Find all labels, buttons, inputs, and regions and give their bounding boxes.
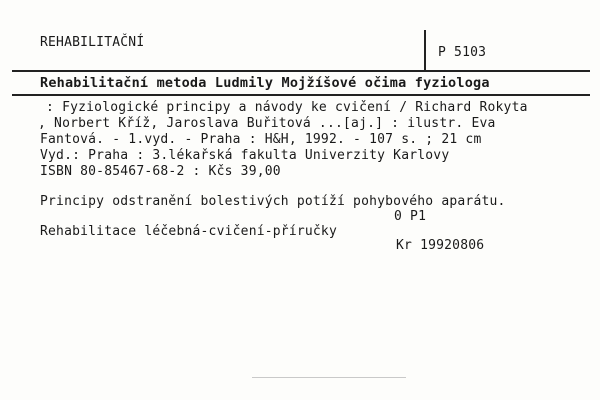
title-rule xyxy=(12,94,590,96)
body-line-1: : Fyziologické principy a návody ke cvičení / Richard Rokyta xyxy=(38,100,528,115)
title: Rehabilitační metoda Ludmily Mojžíšové očima fyziologa xyxy=(40,75,490,91)
card-heading: REHABILITAČNÍ xyxy=(40,35,145,50)
body-line-2: , Norbert Kříž, Jaroslava Buřitová ...[aj.] : ilustr. Eva xyxy=(38,116,496,131)
call-number: P 5103 xyxy=(438,45,487,60)
vertical-divider xyxy=(424,30,426,70)
bottom-faint-rule xyxy=(252,377,406,378)
subject-1: Principy odstranění bolestivých potíží pohybového aparátu. xyxy=(40,194,506,209)
subject-2: Rehabilitace léčebná-cvičení-příručky xyxy=(40,224,337,239)
top-rule xyxy=(12,70,590,72)
body-line-5: ISBN 80-85467-68-2 : Kčs 39,00 xyxy=(40,164,281,179)
accession-number: Kr 19920806 xyxy=(396,238,485,253)
body-line-3: Fantová. - 1.vyd. - Praha : H&H, 1992. - 107 s. ; 21 cm xyxy=(40,132,482,147)
body-line-4: Vyd.: Praha : 3.lékařská fakulta Univerzity Karlovy xyxy=(40,148,450,163)
subject-1-code: 0 P1 xyxy=(394,209,427,224)
